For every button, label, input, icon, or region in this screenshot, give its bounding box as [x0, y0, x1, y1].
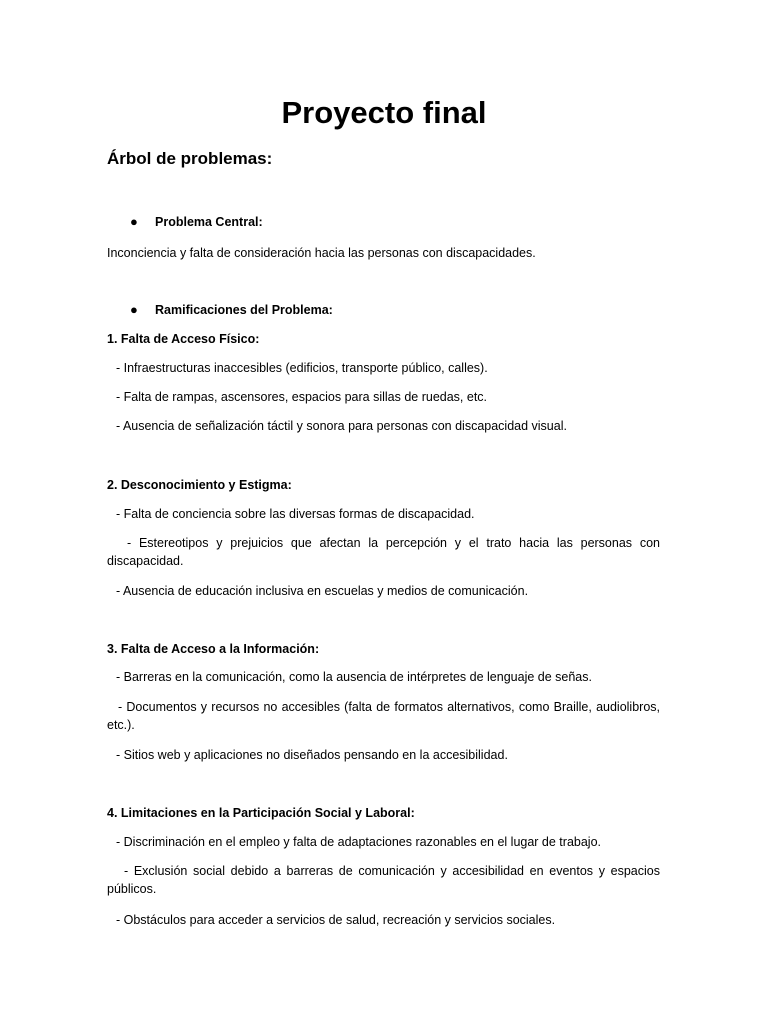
- list-item: - Sitios web y aplicaciones no diseñados pensando en la accesibilidad.: [116, 748, 508, 762]
- list-item: - Falta de rampas, ascensores, espacios para sillas de ruedas, etc.: [116, 390, 488, 404]
- document-title: Proyecto final: [281, 95, 487, 130]
- bullet-icon: ●: [130, 214, 138, 229]
- list-item: - Obstáculos para acceder a servicios de salud, recreación y servicios sociales.: [116, 913, 556, 927]
- list-item: - Ausencia de señalización táctil y sonora para personas con discapacidad visual.: [116, 419, 567, 433]
- list-item: - Barreras en la comunicación, como la ausencia de intérpretes de lenguaje de señas.: [116, 670, 592, 684]
- section-heading: 3. Falta de Acceso a la Información:: [107, 642, 320, 656]
- list-item: - Infraestructuras inaccesibles (edificios, transporte público, calles).: [116, 361, 488, 375]
- list-item: - Falta de conciencia sobre las diversas formas de discapacidad.: [116, 507, 475, 521]
- central-text: Inconciencia y falta de consideración hacia las personas con discapacidades.: [107, 246, 536, 260]
- section-heading: 1. Falta de Acceso Físico:: [107, 332, 260, 346]
- section-heading: 2. Desconocimiento y Estigma:: [107, 478, 292, 492]
- central-heading: Problema Central:: [155, 215, 263, 229]
- ramifications-heading: Ramificaciones del Problema:: [155, 303, 333, 317]
- list-item: - Discriminación en el empleo y falta de adaptaciones razonables en el lugar de trabajo.: [116, 835, 602, 849]
- list-item: - Ausencia de educación inclusiva en escuelas y medios de comunicación.: [116, 584, 529, 598]
- list-item: - Documentos y recursos no accesibles (falta de formatos alternativos, como Braille, audiolibros, etc.).: [107, 700, 660, 732]
- list-item: - Estereotipos y prejuicios que afectan la percepción y el trato hacia las personas con discapacidad.: [107, 536, 660, 568]
- section-heading: 4. Limitaciones en la Participación Social y Laboral:: [107, 806, 415, 820]
- list-item: - Exclusión social debido a barreras de comunicación y accesibilidad en eventos y espacios públicos.: [107, 864, 660, 896]
- section-subtitle: Árbol de problemas:: [107, 149, 273, 168]
- bullet-icon: ●: [130, 302, 138, 317]
